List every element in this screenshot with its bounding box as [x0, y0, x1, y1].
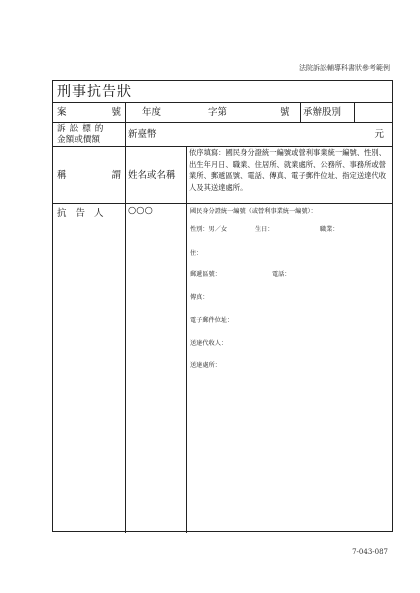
amount-label-line1: 訴訟標的	[57, 124, 108, 134]
form-series-label: 法院訴訟輔導科書狀參考範例	[299, 64, 390, 72]
form-title: 刑事抗告狀	[53, 81, 392, 103]
number-label: 號	[280, 107, 290, 118]
designation-row	[53, 147, 392, 204]
appellant-service-address: 送達處所：	[190, 362, 221, 369]
appellant-role-label: 抗告人	[57, 208, 113, 219]
appellant-sex: 性別：男／女	[190, 226, 228, 233]
appellant-details	[186, 204, 394, 533]
appellant-address: 住：	[190, 250, 203, 257]
appellant-role	[53, 204, 125, 533]
appellant-service-agent: 送達代收人：	[190, 340, 228, 347]
appellant-id-number: 國民身分證統一編號（或營利事業統一編號）：	[190, 208, 317, 215]
amount-value[interactable]	[125, 123, 394, 146]
appellant-email: 電子郵件位址：	[190, 317, 234, 324]
criminal-appeal-form	[52, 80, 393, 532]
division-label: 承辦股別	[300, 103, 354, 122]
amount-label-line2: 金額或價額	[57, 135, 100, 145]
amount-label	[53, 123, 125, 146]
designation-label-char-2: 謂	[111, 170, 121, 181]
designation-label-char-1: 稱	[57, 170, 67, 181]
form-code: 7-043-087	[352, 548, 388, 556]
appellant-row	[53, 204, 392, 533]
currency-unit: 元	[374, 129, 384, 140]
name-column-label: 姓名或名稱	[125, 147, 186, 203]
appellant-occupation: 職業：	[320, 226, 339, 233]
currency-label: 新臺幣	[128, 129, 157, 140]
appellant-postal-code: 郵遞區號：	[190, 271, 221, 278]
appellant-dob: 生日：	[255, 226, 274, 233]
word-label: 字第	[208, 107, 228, 118]
case-number-label-char-1: 案	[57, 107, 67, 118]
designation-instructions: 依序填寫：國民身分證統一編號或營利事業統一編號、性別、出生年月日、職業、住居所、就業處所、公務所、事務所或營業所、郵遞區號、電話、傳真、電子郵件位址、指定送達代收人及其送達處所。	[186, 147, 394, 203]
case-number-fields	[125, 103, 300, 122]
appellant-fax: 傳真：	[190, 294, 209, 301]
amount-row	[53, 123, 392, 147]
appellant-name[interactable]: ○○○	[125, 204, 186, 533]
case-number-row	[53, 103, 392, 123]
division-value[interactable]	[354, 103, 394, 122]
designation-label	[53, 147, 125, 203]
case-number-label	[53, 103, 125, 122]
case-number-label-char-2: 號	[111, 107, 121, 118]
appellant-phone: 電話：	[272, 271, 291, 278]
year-label: 年度	[142, 107, 162, 118]
